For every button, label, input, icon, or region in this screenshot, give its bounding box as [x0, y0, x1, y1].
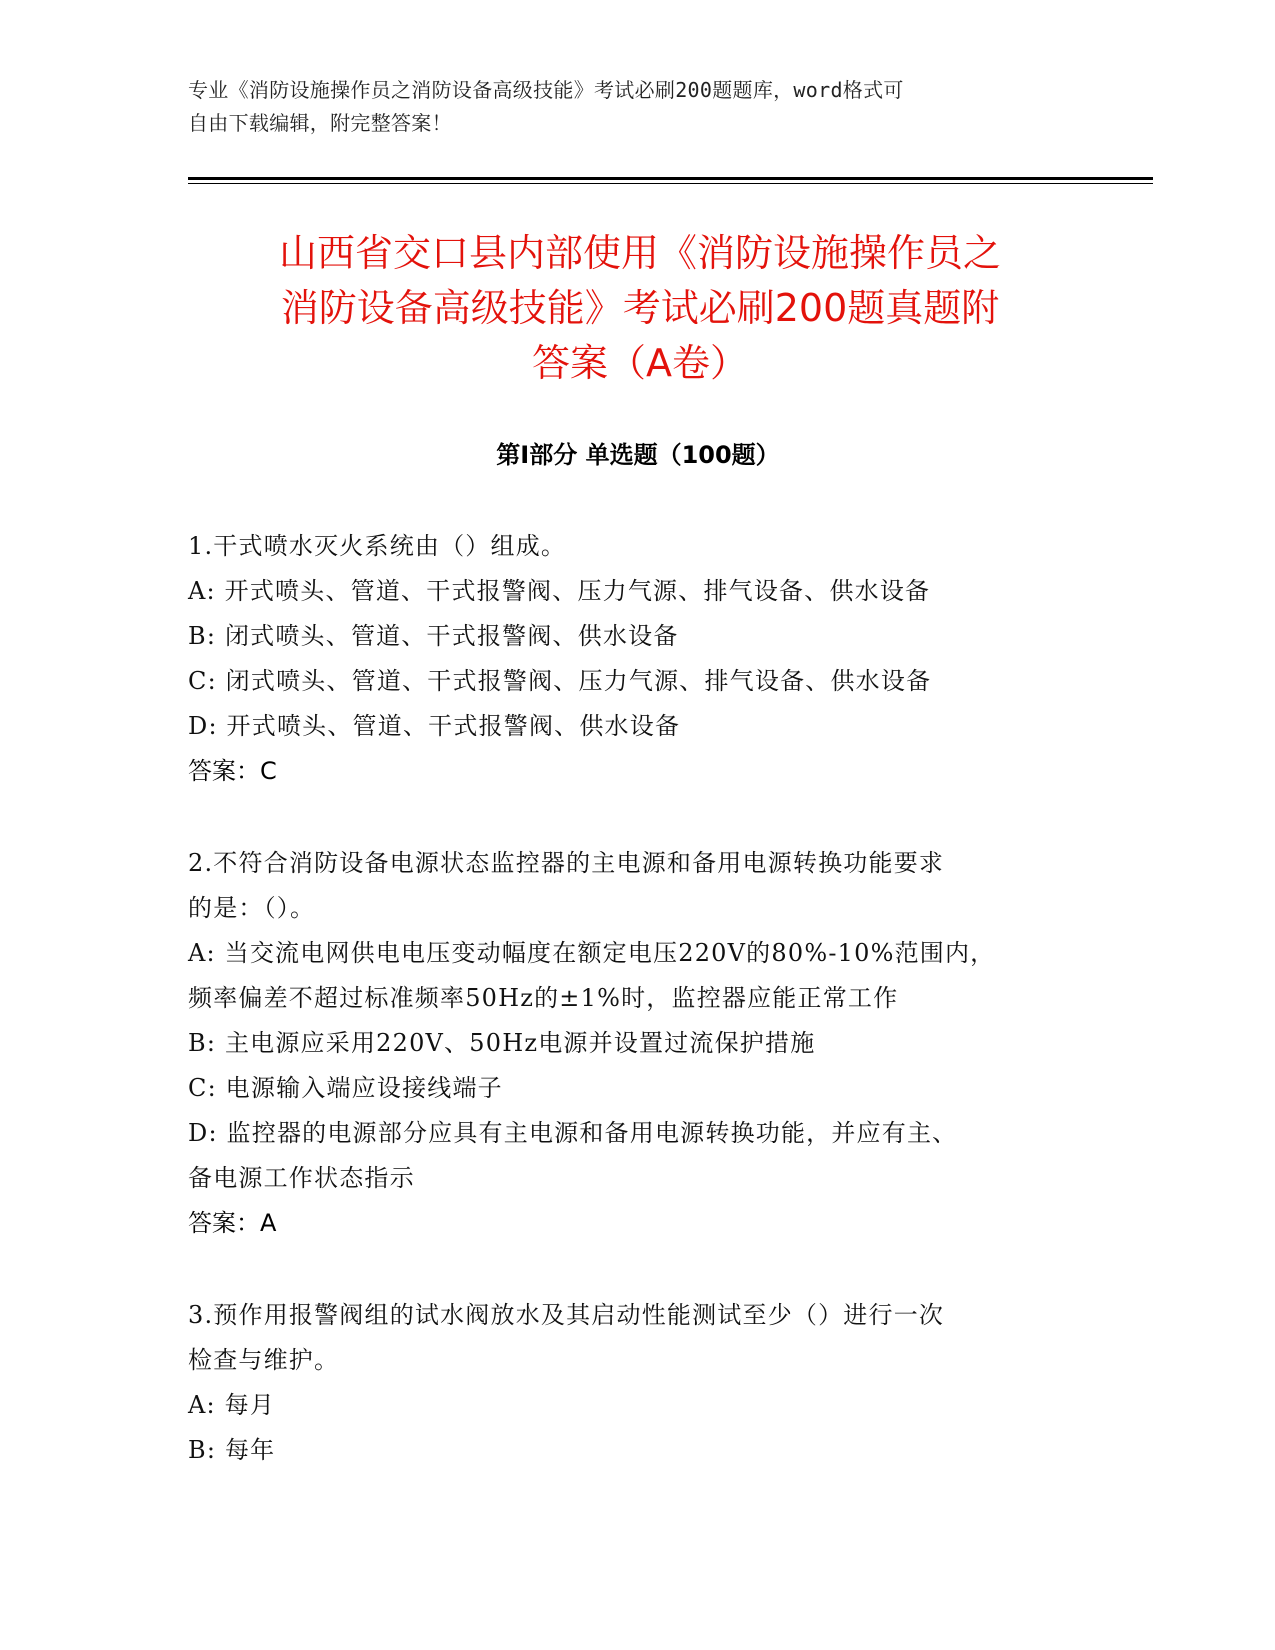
option-b: B: 闭式喷头、管道、干式报警阀、供水设备: [188, 622, 679, 650]
question-stem-continued: 的是：（）。: [188, 894, 316, 922]
question-item: [188, 841, 1068, 1246]
question-item: [188, 524, 1068, 794]
header-divider-thin: [188, 183, 1153, 184]
option-a-continued: 频率偏差不超过标准频率50Hz的±1%时，监控器应能正常工作: [188, 984, 899, 1012]
question-stem: 2.不符合消防设备电源状态监控器的主电源和备用电源转换功能要求: [188, 849, 945, 877]
header-note-line: 自由下载编辑，附完整答案！: [188, 111, 452, 135]
header-divider-thick: [188, 177, 1153, 180]
option-d-continued: 备电源工作状态指示: [188, 1164, 415, 1192]
option-a: A: 开式喷头、管道、干式报警阀、压力气源、排气设备、供水设备: [188, 577, 931, 605]
option-a: A: 当交流电网供电电压变动幅度在额定电压220V的80%-10%范围内，: [188, 939, 996, 967]
option-d: D: 开式喷头、管道、干式报警阀、供水设备: [188, 712, 681, 740]
option-c: C: 闭式喷头、管道、干式报警阀、压力气源、排气设备、供水设备: [188, 667, 932, 695]
section-heading: 第Ⅰ部分 单选题（100题）: [496, 441, 780, 469]
title-line: 消防设备高级技能》考试必刷200题真题附: [280, 286, 1000, 330]
document-title: [180, 226, 1100, 391]
answer-line: 答案：C: [188, 757, 277, 785]
question-item: [188, 1293, 1068, 1473]
question-stem: 1.干式喷水灭火系统由（）组成。: [188, 532, 567, 560]
header-note-line: 专业《消防设施操作员之消防设备高级技能》考试必刷200题题库，word格式可: [188, 78, 904, 102]
title-line: 山西省交口县内部使用《消防设施操作员之: [278, 231, 1001, 275]
question-stem: 3.预作用报警阀组的试水阀放水及其启动性能测试至少（）进行一次: [188, 1301, 945, 1329]
question-list: [188, 524, 1068, 1520]
option-d: D: 监控器的电源部分应具有主电源和备用电源转换功能，并应有主、: [188, 1119, 958, 1147]
answer-line: 答案：A: [188, 1209, 277, 1237]
question-stem-continued: 检查与维护。: [188, 1346, 340, 1374]
header-note: [188, 74, 1068, 140]
option-b: B: 每年: [188, 1436, 276, 1464]
title-line: 答案（A卷）: [532, 341, 748, 385]
option-b: B: 主电源应采用220V、50Hz电源并设置过流保护措施: [188, 1029, 816, 1057]
option-a: A: 每月: [188, 1391, 276, 1419]
option-c: C: 电源输入端应设接线端子: [188, 1074, 503, 1102]
